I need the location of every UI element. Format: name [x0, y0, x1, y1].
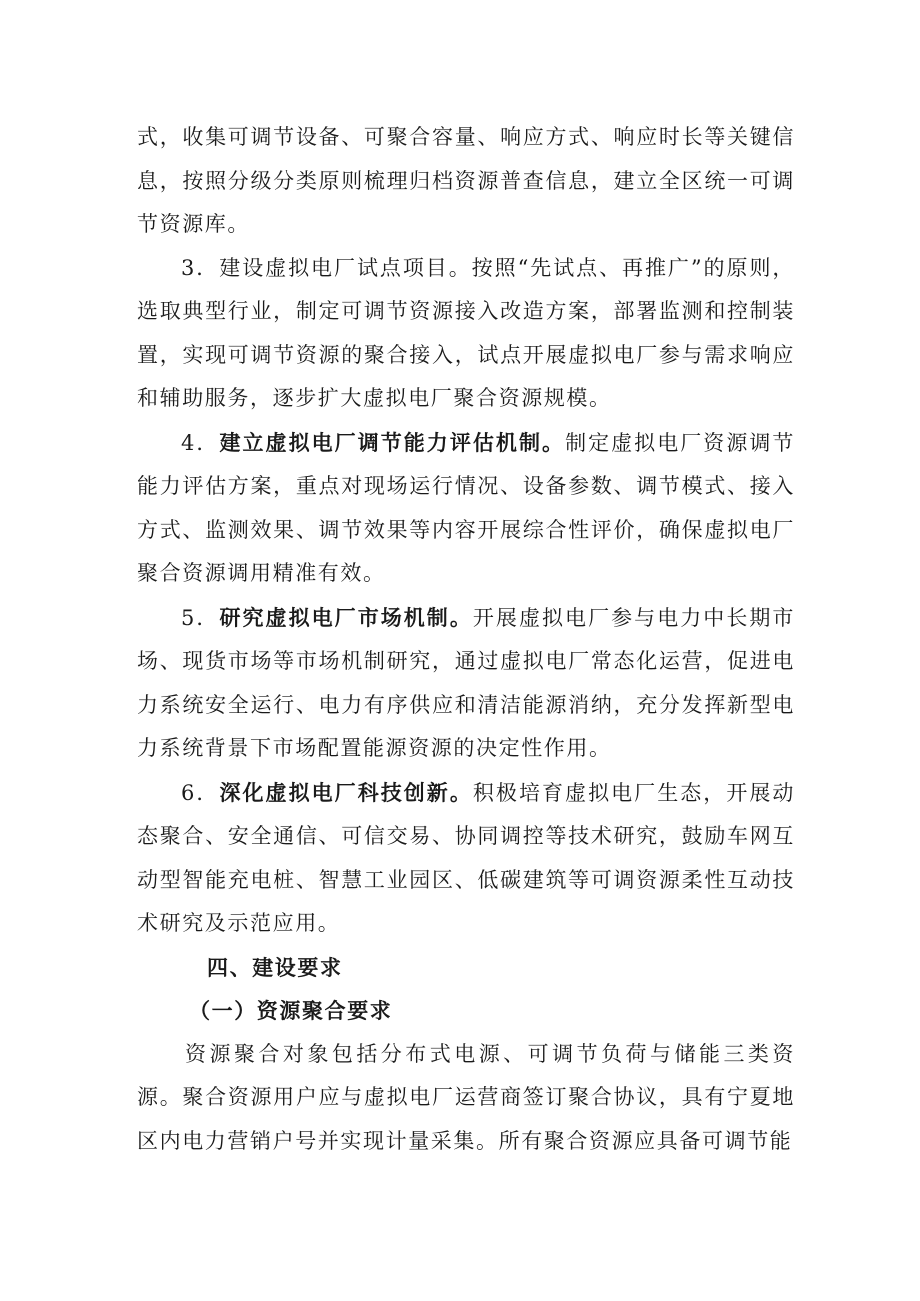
item-5-body: 开展虚拟电厂参与电力中长期市场、现货市场等市场机制研究，通过虚拟电厂常态化运营，促进电力系统安全运行、电力有序供应和清洁能源消纳，充分发挥新型电力系统背景下市场配置能源资源的决定性作用。	[137, 605, 796, 760]
item-4-number: 4．	[181, 430, 220, 455]
item-4-paragraph	[137, 421, 795, 596]
paragraph-continued: 式，收集可调节设备、可聚合容量、响应方式、响应时长等关键信息，按照分级分类原则梳理归档资源普查信息，建立全区统一可调节资源库。	[137, 125, 795, 236]
item-3-paragraph	[137, 247, 795, 421]
item-5-number: 5．	[181, 605, 220, 630]
document-page	[137, 116, 795, 1163]
item-5-paragraph	[137, 596, 795, 771]
item-6-title: 深化虚拟电厂科技创新。	[219, 779, 473, 805]
item-6-paragraph	[137, 771, 795, 946]
item-6-number: 6．	[181, 780, 220, 805]
item-4-body: 制定虚拟电厂资源调节能力评估方案，重点对现场运行情况、设备参数、调节模式、接入方式、监测效果、调节效果等内容开展综合性评价，确保虚拟电厂聚合资源调用精准有效。	[137, 430, 796, 585]
item-3-body: 按照“先试点、再推广”的原则，选取典型行业，制定可调节资源接入改造方案，部署监测和控制装置，实现可调节资源的聚合接入，试点开展虚拟电厂参与需求响应和辅助服务，逐步扩大虚拟电厂聚合资源规模。	[137, 255, 795, 410]
item-3-title: 建设虚拟电厂试点项目。	[219, 255, 472, 280]
item-6-body: 积极培育虚拟电厂生态，开展动态聚合、安全通信、可信交易、协同调控等技术研究，鼓励车网互动型智能充电桩、智慧工业园区、低碳建筑等可调资源柔性互动技术研究及示范应用。	[137, 780, 796, 935]
resource-aggregation-paragraph: 资源聚合对象包括分布式电源、可调节负荷与储能三类资源。聚合资源用户应与虚拟电厂运营商签订聚合协议，具有宁夏地区内电力营销户号并实现计量采集。所有聚合资源应具备可调节能	[137, 1041, 795, 1153]
item-5-title: 研究虚拟电厂市场机制。	[219, 604, 473, 630]
item-4-title: 建立虚拟电厂调节能力评估机制。	[219, 429, 566, 455]
subsection-1-heading: （一）资源聚合要求	[189, 998, 393, 1023]
item-3-number: 3．	[181, 255, 220, 280]
section-4-heading: 四、建设要求	[207, 954, 343, 980]
